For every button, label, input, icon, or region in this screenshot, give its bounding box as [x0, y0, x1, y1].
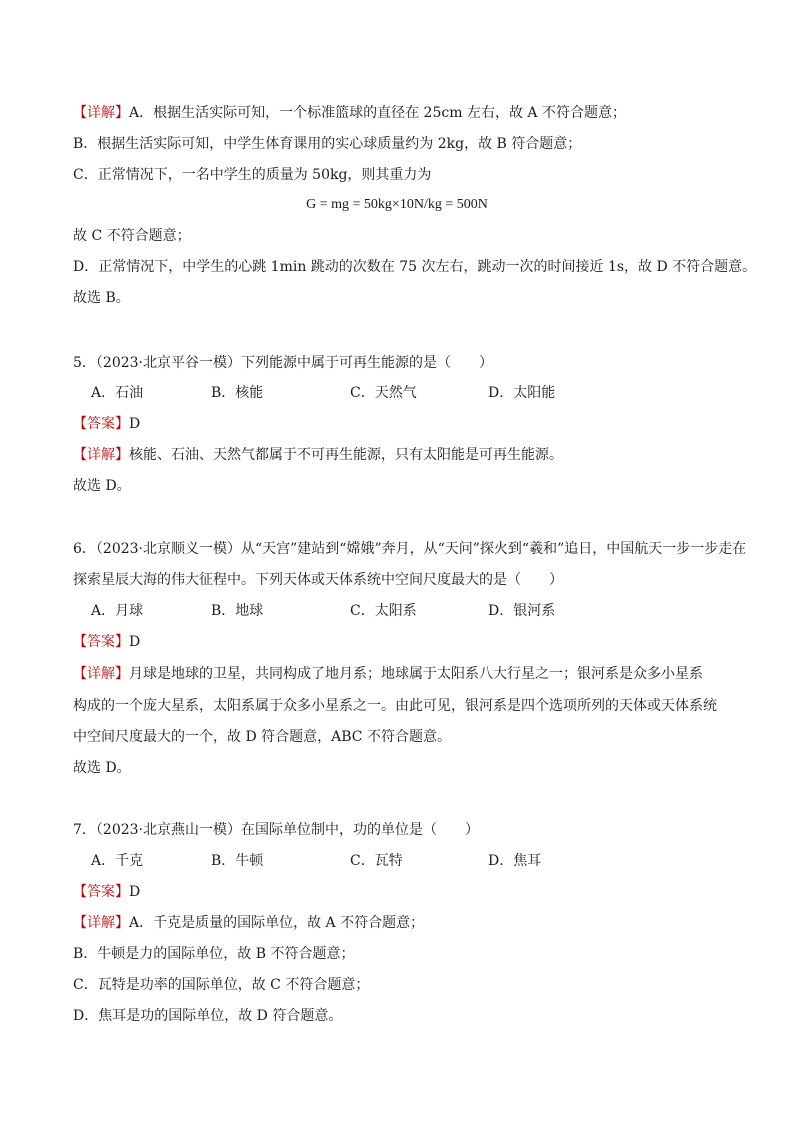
answer-value: D [129, 416, 141, 432]
option-c: C．天然气 [350, 385, 417, 401]
detail-line-c: C．瓦特是功率的国际单位，故 C 不符合题意； [73, 977, 370, 993]
answer-tag: 【答案】 [73, 884, 129, 900]
detail-tag: 【详解】 [73, 915, 129, 931]
detail-text: 月球是地球的卫星，共同构成了地月系；地球属于太阳系八大行星之一；银河系是众多小星系 [129, 666, 703, 682]
question-stem-line1: 6．（2023·北京顺义一模）从“天宫”建站到“嫦娥”奔月，从“天问”探火到“羲和”追日，中国航天一步一步走在 [73, 541, 747, 557]
detail-tag: 【详解】 [73, 105, 129, 121]
option-b: B．核能 [211, 385, 264, 401]
answer-line [73, 414, 140, 434]
option-a: A．千克 [91, 853, 144, 869]
detail-line-b: B．根据生活实际可知，中学生体育课用的实心球质量约为 2kg，故 B 符合题意； [73, 136, 582, 152]
detail-line-c: C．正常情况下，一名中学生的质量为 50kg，则其重力为 [73, 167, 432, 183]
option-c: C．瓦特 [350, 853, 403, 869]
answer-tag: 【答案】 [73, 634, 129, 650]
option-d: D．太阳能 [488, 385, 556, 401]
answer-tag: 【答案】 [73, 416, 129, 432]
option-a: A．月球 [91, 603, 144, 619]
detail-text: A．根据生活实际可知，一个标准篮球的直径在 25cm 左右，故 A 不符合题意； [129, 105, 626, 121]
answer-value: D [129, 634, 141, 650]
answer-line [73, 882, 140, 902]
detail-line-c-end: 故 C 不符合题意； [73, 228, 191, 244]
answer-value: D [129, 884, 141, 900]
option-d: D．银河系 [488, 603, 556, 619]
detail-line-1 [73, 664, 703, 684]
detail-line-a [73, 913, 424, 933]
detail-line-d: D．正常情况下，中学生的心跳 1min 跳动的次数在 75 次左右，跳动一次的时间接近 1s，故 D 不符合题意。 [73, 259, 757, 275]
formula: G = mg = 50kg×10N/kg = 500N [306, 197, 488, 212]
detail-text: A．千克是质量的国际单位，故 A 不符合题意； [129, 915, 425, 931]
conclusion: 故选 B。 [73, 290, 130, 306]
conclusion: 故选 D。 [73, 760, 131, 776]
detail-line [73, 445, 563, 465]
option-c: C．太阳系 [350, 603, 417, 619]
option-b: B．牛顿 [211, 853, 264, 869]
answer-line [73, 632, 140, 652]
option-b: B．地球 [211, 603, 264, 619]
detail-line-3: 中空间尺度最大的一个，故 D 符合题意，ABC 不符合题意。 [73, 729, 451, 745]
detail-text: 核能、石油、天然气都属于不可再生能源，只有太阳能是可再生能源。 [129, 447, 563, 463]
detail-line-b: B．牛顿是力的国际单位，故 B 不符合题意； [73, 946, 355, 962]
question-stem: 5．（2023·北京平谷一模）下列能源中属于可再生能源的是（ ） [73, 355, 493, 371]
detail-line-d: D．焦耳是功的国际单位，故 D 符合题意。 [73, 1008, 343, 1024]
detail-tag: 【详解】 [73, 666, 129, 682]
question-stem-line2: 探索星辰大海的伟大征程中。下列天体或天体系统中空间尺度最大的是（ ） [73, 572, 563, 588]
question-stem: 7．（2023·北京燕山一模）在国际单位制中，功的单位是（ ） [73, 822, 479, 838]
detail-line-2: 构成的一个庞大星系，太阳系属于众多小星系之一。由此可见，银河系是四个选项所列的天体或天体系统 [73, 698, 717, 714]
conclusion: 故选 D。 [73, 478, 131, 494]
detail-line-a [73, 103, 626, 123]
option-d: D．焦耳 [488, 853, 542, 869]
option-a: A．石油 [91, 385, 144, 401]
detail-tag: 【详解】 [73, 447, 129, 463]
